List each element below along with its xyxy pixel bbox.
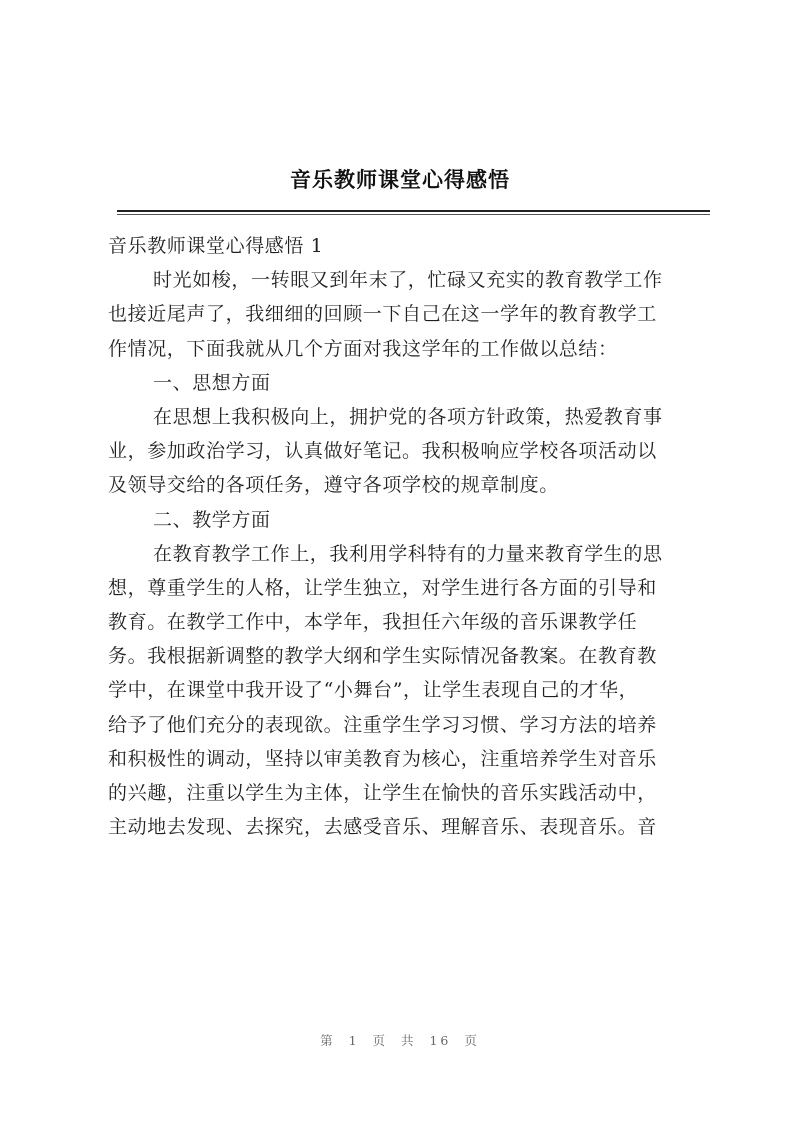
document-body [108,229,710,844]
paragraph-line: 作情况，下面我就从几个方面对我这学年的工作做以总结： [108,337,618,360]
paragraph-line: 在思想上我积极向上，拥护党的各项方针政策，热爱教育事 [153,405,663,428]
paragraph-line: 也接近尾声了，我细细的回顾一下自己在这一学年的教育教学工 [108,303,657,326]
paragraph-line: 时光如梭，一转眼又到年末了，忙碌又充实的教育教学工作 [153,269,663,292]
page-number-footer: 第 1 页 共 16 页 [320,1033,480,1048]
paragraph-line: 想，尊重学生的人格，让学生独立，对学生进行各方面的引导和 [108,576,657,599]
subheading: 二、教学方面 [153,508,271,531]
paragraph-line: 学中，在课堂中我开设了“小舞台”，让学生表现自己的才华， [108,679,639,702]
title-divider-thin [117,214,710,215]
paragraph-line: 及领导交给的各项任务，遵守各项学校的规章制度。 [108,474,559,497]
title-divider [117,210,710,212]
paragraph-line: 和积极性的调动，坚持以审美教育为核心，注重培养学生对音乐 [108,747,657,770]
subheading: 一、思想方面 [153,371,271,394]
paragraph-line: 教育。在教学工作中，本学年，我担任六年级的音乐课教学任 [108,611,638,634]
paragraph-line: 主动地去发现、去探究，去感受音乐、理解音乐、表现音乐。音 [108,816,657,839]
paragraph-line: 务。我根据新调整的教学大纲和学生实际情况备教案。在教育教 [108,645,657,668]
section-heading: 音乐教师课堂心得感悟 1 [108,235,324,257]
paragraph-line: 在教育教学工作上，我利用学科特有的力量来教育学生的思 [153,542,663,565]
document-title: 音乐教师课堂心得感悟 [290,167,510,192]
paragraph-line: 的兴趣，注重以学生为主体，让学生在愉快的音乐实践活动中， [108,782,657,804]
paragraph-line: 业，参加政治学习，认真做好笔记。我积极响应学校各项活动以 [108,440,657,463]
paragraph-line: 给予了他们充分的表现欲。注重学生学习习惯、学习方法的培养 [108,713,657,736]
